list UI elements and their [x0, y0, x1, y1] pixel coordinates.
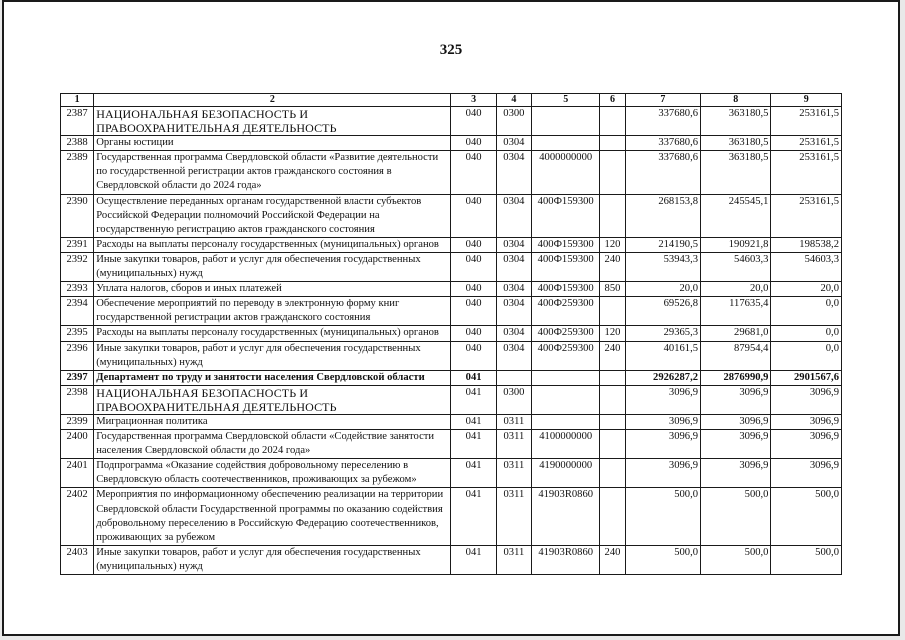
code-col3: 040 [451, 341, 496, 370]
code-col4: 0311 [496, 414, 531, 429]
value-col7: 40161,5 [625, 341, 700, 370]
row-number: 2399 [61, 414, 94, 429]
code-col5: 400Ф159300 [531, 237, 599, 252]
row-number: 2400 [61, 430, 94, 459]
page-number: 325 [439, 42, 463, 58]
row-number: 2387 [61, 107, 94, 136]
value-col8: 363180,5 [701, 151, 771, 194]
code-col5 [531, 385, 599, 414]
value-col9: 3096,9 [771, 414, 842, 429]
value-col8: 3096,9 [701, 385, 771, 414]
value-col9: 253161,5 [771, 136, 842, 151]
row-number: 2394 [61, 297, 94, 326]
table-row-department [61, 370, 842, 385]
document-page [2, 0, 900, 636]
row-number: 2403 [61, 545, 94, 574]
code-col5: 400Ф259300 [531, 326, 599, 341]
value-col9: 0,0 [771, 297, 842, 326]
code-col5: 400Ф159300 [531, 252, 599, 281]
code-col3: 041 [451, 545, 496, 574]
value-col9: 54603,3 [771, 252, 842, 281]
code-col3: 040 [451, 237, 496, 252]
table-row [61, 459, 842, 488]
value-col9: 0,0 [771, 341, 842, 370]
row-number: 2398 [61, 385, 94, 414]
table-row [61, 488, 842, 545]
code-col3: 040 [451, 136, 496, 151]
code-col5: 400Ф259300 [531, 341, 599, 370]
code-col3: 041 [451, 385, 496, 414]
value-col9: 2901567,6 [771, 370, 842, 385]
code-col5 [531, 136, 599, 151]
row-name: Иные закупки товаров, работ и услуг для обеспечения государственных (муниципальных) нужд [94, 341, 451, 370]
row-number: 2397 [61, 370, 94, 385]
code-col6 [600, 414, 625, 429]
value-col8: 500,0 [701, 488, 771, 545]
code-col5: 4190000000 [531, 459, 599, 488]
code-col4: 0311 [496, 488, 531, 545]
table-row [61, 297, 842, 326]
code-col6: 120 [600, 326, 625, 341]
value-col8: 29681,0 [701, 326, 771, 341]
column-header: 2 [94, 94, 451, 107]
row-number: 2391 [61, 237, 94, 252]
code-col4: 0304 [496, 297, 531, 326]
value-col7: 214190,5 [625, 237, 700, 252]
table-row [61, 107, 842, 136]
row-number: 2402 [61, 488, 94, 545]
code-col4: 0304 [496, 237, 531, 252]
value-col7: 69526,8 [625, 297, 700, 326]
value-col7: 337680,6 [625, 151, 700, 194]
code-col4: 0304 [496, 151, 531, 194]
code-col4: 0311 [496, 545, 531, 574]
code-col3: 041 [451, 414, 496, 429]
row-number: 2392 [61, 252, 94, 281]
value-col8: 2876990,9 [701, 370, 771, 385]
value-col9: 3096,9 [771, 459, 842, 488]
row-number: 2388 [61, 136, 94, 151]
code-col3: 041 [451, 488, 496, 545]
row-name: Уплата налогов, сборов и иных платежей [94, 282, 451, 297]
value-col7: 3096,9 [625, 385, 700, 414]
row-name: Иные закупки товаров, работ и услуг для обеспечения государственных (муниципальных) нужд [94, 252, 451, 281]
row-name: Иные закупки товаров, работ и услуг для обеспечения государственных (муниципальных) нужд [94, 545, 451, 574]
code-col6 [600, 430, 625, 459]
code-col3: 041 [451, 459, 496, 488]
row-name: НАЦИОНАЛЬНАЯ БЕЗОПАСНОСТЬ И ПРАВООХРАНИТЕЛЬНАЯ ДЕЯТЕЛЬНОСТЬ [94, 107, 451, 136]
value-col9: 20,0 [771, 282, 842, 297]
code-col4: 0304 [496, 136, 531, 151]
value-col8: 117635,4 [701, 297, 771, 326]
code-col3: 040 [451, 282, 496, 297]
row-number: 2389 [61, 151, 94, 194]
column-header: 5 [531, 94, 599, 107]
row-number: 2395 [61, 326, 94, 341]
value-col8: 500,0 [701, 545, 771, 574]
code-col3: 040 [451, 252, 496, 281]
row-number: 2396 [61, 341, 94, 370]
row-name: Расходы на выплаты персоналу государственных (муниципальных) органов [94, 326, 451, 341]
value-col9: 253161,5 [771, 151, 842, 194]
column-header: 4 [496, 94, 531, 107]
value-col9: 0,0 [771, 326, 842, 341]
code-col5: 41903R0860 [531, 545, 599, 574]
code-col5: 400Ф159300 [531, 194, 599, 237]
row-number: 2393 [61, 282, 94, 297]
row-name: Государственная программа Свердловской области «Содействие занятости населения Свердловской области до 2024 года» [94, 430, 451, 459]
code-col5: 400Ф259300 [531, 297, 599, 326]
table-row [61, 237, 842, 252]
code-col5: 400Ф159300 [531, 282, 599, 297]
value-col9: 3096,9 [771, 385, 842, 414]
value-col8: 3096,9 [701, 430, 771, 459]
row-name: Обеспечение мероприятий по переводу в электронную форму книг государственной регистрации актов гражданского состояния [94, 297, 451, 326]
value-col7: 53943,3 [625, 252, 700, 281]
table-row [61, 385, 842, 414]
row-name: Мероприятия по информационному обеспечению реализации на территории Свердловской области Государственной программы по оказанию содействия добровольному переселению в Российскую Федерацию соотечественников, проживающих за рубежом [94, 488, 451, 545]
code-col3: 040 [451, 107, 496, 136]
value-col7: 337680,6 [625, 136, 700, 151]
code-col5: 4100000000 [531, 430, 599, 459]
value-col9: 253161,5 [771, 107, 842, 136]
column-header: 3 [451, 94, 496, 107]
code-col4: 0304 [496, 252, 531, 281]
code-col3: 041 [451, 430, 496, 459]
code-col3: 040 [451, 151, 496, 194]
row-number: 2390 [61, 194, 94, 237]
value-col7: 3096,9 [625, 430, 700, 459]
code-col5: 4000000000 [531, 151, 599, 194]
value-col9: 253161,5 [771, 194, 842, 237]
code-col4: 0304 [496, 194, 531, 237]
value-col8: 363180,5 [701, 136, 771, 151]
code-col6 [600, 194, 625, 237]
value-col7: 268153,8 [625, 194, 700, 237]
code-col6 [600, 136, 625, 151]
code-col6: 240 [600, 252, 625, 281]
code-col6: 120 [600, 237, 625, 252]
code-col6 [600, 459, 625, 488]
value-col9: 3096,9 [771, 430, 842, 459]
value-col8: 3096,9 [701, 459, 771, 488]
table-row [61, 151, 842, 194]
row-name: Органы юстиции [94, 136, 451, 151]
column-header: 7 [625, 94, 700, 107]
budget-table [60, 93, 842, 575]
table-row [61, 341, 842, 370]
code-col3: 040 [451, 297, 496, 326]
row-name: Департамент по труду и занятости населения Свердловской области [94, 370, 451, 385]
value-col8: 363180,5 [701, 107, 771, 136]
code-col6 [600, 385, 625, 414]
code-col5: 41903R0860 [531, 488, 599, 545]
table-row [61, 282, 842, 297]
value-col7: 3096,9 [625, 459, 700, 488]
column-header: 8 [701, 94, 771, 107]
code-col5 [531, 107, 599, 136]
table-row [61, 414, 842, 429]
value-col8: 3096,9 [701, 414, 771, 429]
column-header: 6 [600, 94, 625, 107]
value-col8: 245545,1 [701, 194, 771, 237]
code-col5 [531, 414, 599, 429]
code-col3: 040 [451, 194, 496, 237]
code-col3: 040 [451, 326, 496, 341]
table-row [61, 136, 842, 151]
value-col8: 87954,4 [701, 341, 771, 370]
code-col6: 240 [600, 341, 625, 370]
row-name: НАЦИОНАЛЬНАЯ БЕЗОПАСНОСТЬ И ПРАВООХРАНИТЕЛЬНАЯ ДЕЯТЕЛЬНОСТЬ [94, 385, 451, 414]
code-col4: 0311 [496, 459, 531, 488]
value-col7: 20,0 [625, 282, 700, 297]
code-col6 [600, 107, 625, 136]
row-name: Осуществление переданных органам государственной власти субъектов Российской Федерации полномочий Российской Федерации на государственную регистрацию актов гражданского состояния [94, 194, 451, 237]
code-col4: 0304 [496, 282, 531, 297]
table-row [61, 326, 842, 341]
code-col4: 0311 [496, 430, 531, 459]
code-col6 [600, 488, 625, 545]
code-col6 [600, 297, 625, 326]
table-header-row [61, 94, 842, 107]
value-col7: 500,0 [625, 545, 700, 574]
code-col4: 0300 [496, 385, 531, 414]
table-row [61, 430, 842, 459]
value-col8: 20,0 [701, 282, 771, 297]
code-col6: 240 [600, 545, 625, 574]
row-name: Государственная программа Свердловской области «Развитие деятельности по государственной регистрации актов гражданского состояния в Свердловской области до 2024 года» [94, 151, 451, 194]
column-header: 1 [61, 94, 94, 107]
code-col4 [496, 370, 531, 385]
code-col5 [531, 370, 599, 385]
table-row [61, 545, 842, 574]
table-row [61, 194, 842, 237]
code-col4: 0300 [496, 107, 531, 136]
value-col7: 337680,6 [625, 107, 700, 136]
value-col8: 54603,3 [701, 252, 771, 281]
value-col9: 500,0 [771, 545, 842, 574]
code-col6: 850 [600, 282, 625, 297]
row-name: Миграционная политика [94, 414, 451, 429]
value-col7: 500,0 [625, 488, 700, 545]
row-name: Подпрограмма «Оказание содействия добровольному переселению в Свердловскую область соотечественников, проживающих за рубежом» [94, 459, 451, 488]
row-name: Расходы на выплаты персоналу государственных (муниципальных) органов [94, 237, 451, 252]
code-col4: 0304 [496, 341, 531, 370]
value-col9: 500,0 [771, 488, 842, 545]
value-col7: 29365,3 [625, 326, 700, 341]
table-row [61, 252, 842, 281]
value-col8: 190921,8 [701, 237, 771, 252]
value-col7: 3096,9 [625, 414, 700, 429]
column-header: 9 [771, 94, 842, 107]
code-col4: 0304 [496, 326, 531, 341]
value-col7: 2926287,2 [625, 370, 700, 385]
code-col6 [600, 370, 625, 385]
value-col9: 198538,2 [771, 237, 842, 252]
code-col6 [600, 151, 625, 194]
row-number: 2401 [61, 459, 94, 488]
code-col3: 041 [451, 370, 496, 385]
